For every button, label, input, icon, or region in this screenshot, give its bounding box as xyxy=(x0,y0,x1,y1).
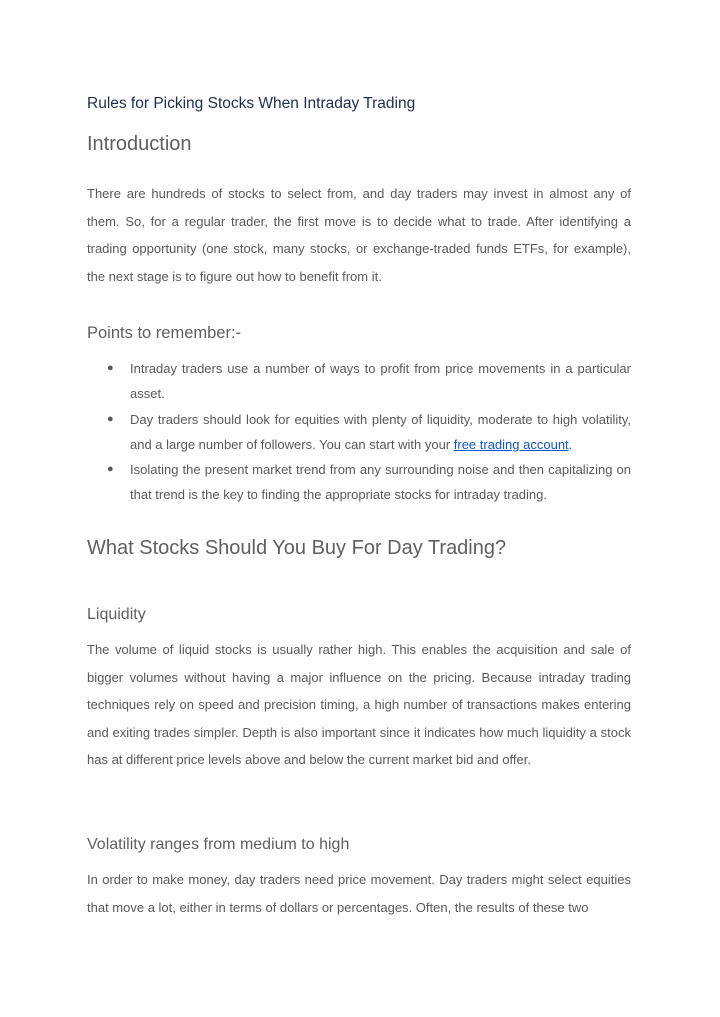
bullet-icon: ● xyxy=(107,463,114,476)
free-trading-account-link[interactable]: free trading account xyxy=(453,436,569,452)
introduction-paragraph: There are hundreds of stocks to select from, and day traders may invest in almost any of them. So, for a regular trader, the first move is to decide what to trade. After identifying a trading opportunity (one stock, many stocks, or exchange-traded funds ETFs, for example), the next stage is to figure out how to benefit from it. xyxy=(87,186,631,284)
list-item xyxy=(87,457,631,508)
liquidity-heading: Liquidity xyxy=(87,606,146,623)
volatility-heading: Volatility ranges from medium to high xyxy=(87,836,350,853)
list-item xyxy=(87,407,631,458)
introduction-heading: Introduction xyxy=(87,133,192,155)
list-item-text-end: . xyxy=(568,436,573,452)
list-item xyxy=(87,356,631,407)
document-title: Rules for Picking Stocks When Intraday Trading xyxy=(87,95,416,112)
bullet-icon: ● xyxy=(107,412,114,425)
liquidity-paragraph: The volume of liquid stocks is usually rather high. This enables the acquisition and sale of bigger volumes without having a major influence on the pricing. Because intraday trading techniques rely on speed and precision timing, a high number of transactions makes entering and exiting trades simpler. Depth is also important since it indicates how much liquidity a stock has at different price levels above and below the current market bid and offer. xyxy=(87,642,631,767)
list-item-text: Intraday traders use a number of ways to profit from price movements in a particular asset. xyxy=(130,361,631,402)
what-stocks-heading: What Stocks Should You Buy For Day Trading? xyxy=(87,537,507,559)
points-heading: Points to remember:- xyxy=(87,324,242,342)
points-list xyxy=(87,356,631,508)
bullet-icon: ● xyxy=(107,362,114,374)
volatility-paragraph: In order to make money, day traders need price movement. Day traders might select equities that move a lot, either in terms of dollars or percentages. Often, the results of these two xyxy=(87,872,631,915)
list-item-text: Isolating the present market trend from any surrounding noise and then capitalizing on that trend is the key to finding the appropriate stocks for intraday trading. xyxy=(130,462,631,503)
list-item-text: Day traders should look for equities with plenty of liquidity, moderate to high volatility, and a large number of followers. You can start with your xyxy=(130,411,631,452)
